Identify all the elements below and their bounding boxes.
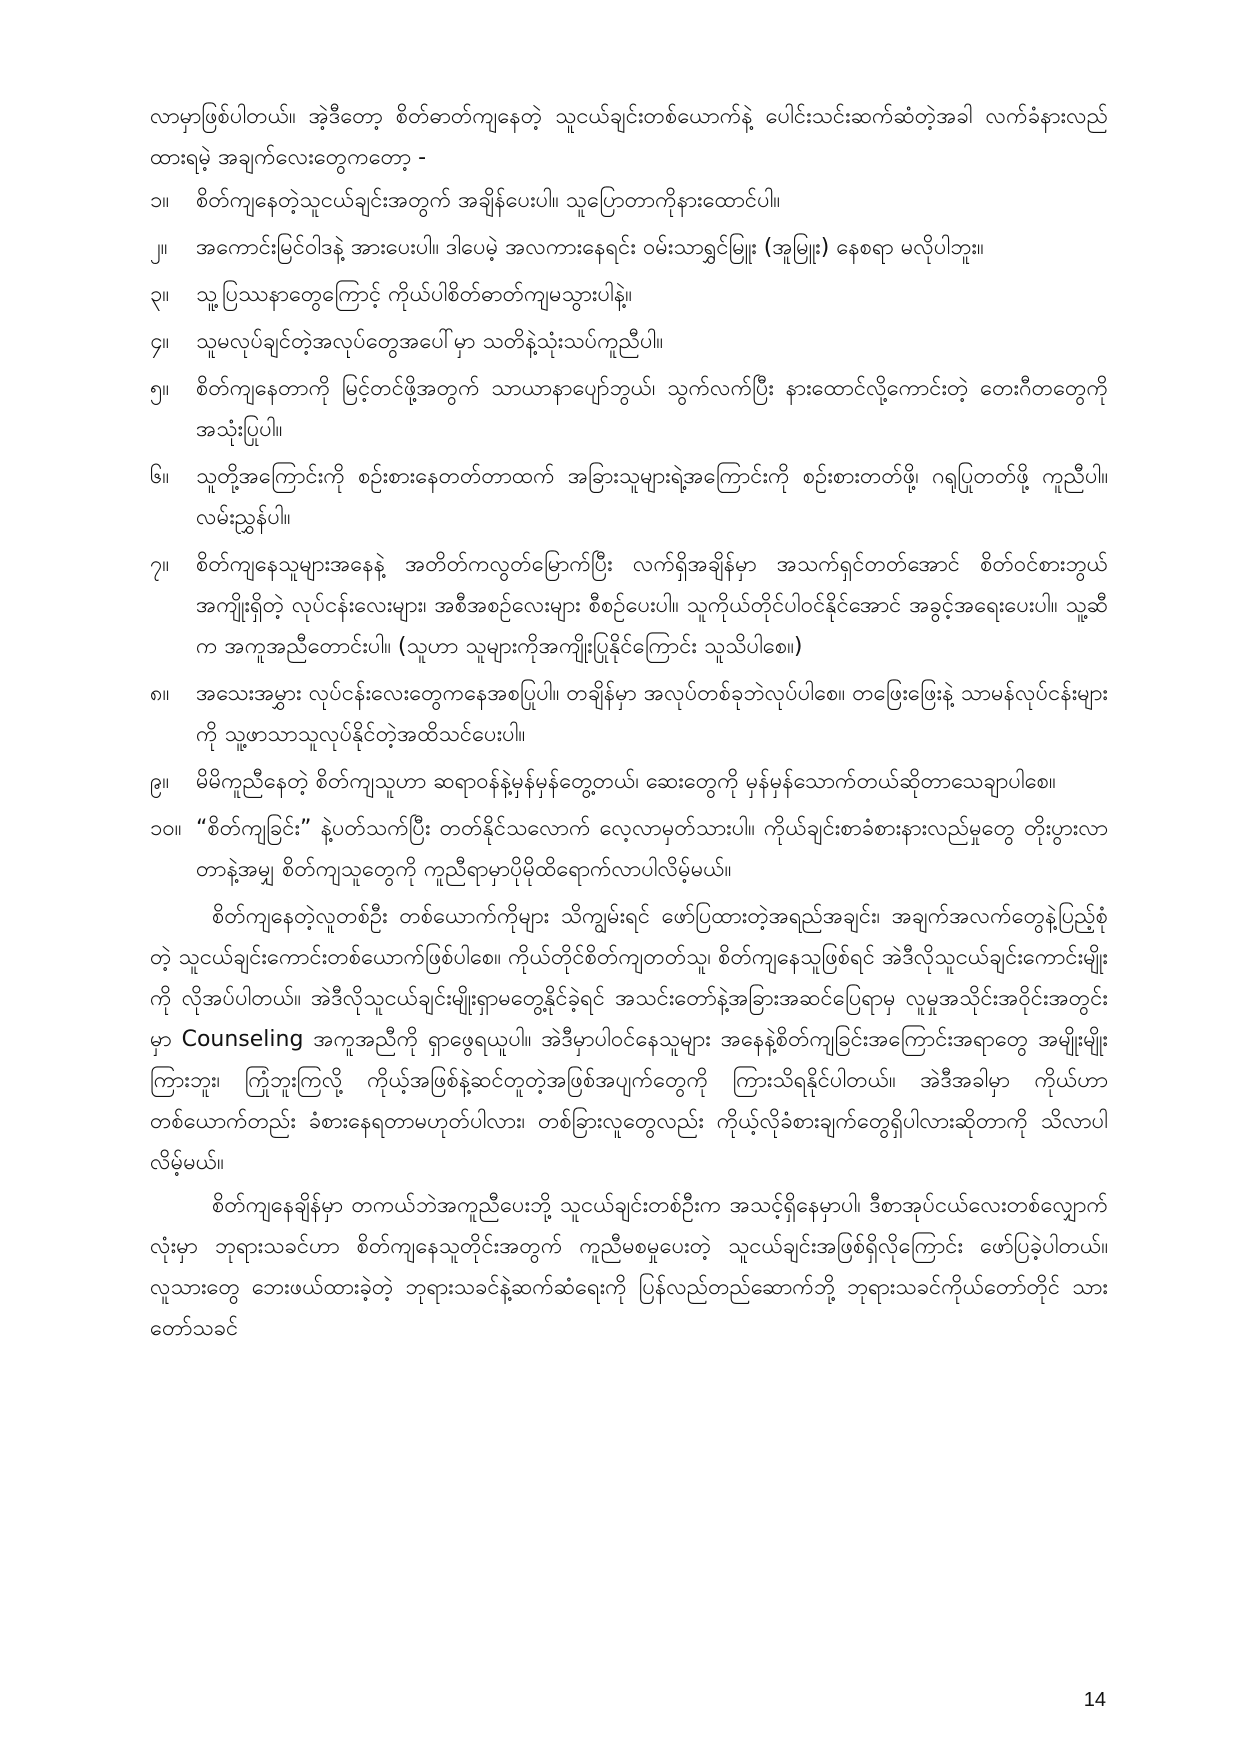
- intro-paragraph: လာမှာဖြစ်ပါတယ်။ အဲ့ဒီတော့ စိတ်ဓာတ်ကျနေတဲ့ သူငယ်ချင်းတစ်ယောက်နဲ့ ပေါင်းသင်းဆက်ဆံတဲ့အခါ လက်ခံနားလည်ထားရမဲ့ အချက်လေးတွေကတော့ -: [150, 104, 1108, 170]
- list-item: [150, 274, 1108, 315]
- list-item-number: ၃။: [150, 282, 170, 307]
- list-item-number: ၉။: [150, 769, 170, 794]
- list-item: [150, 368, 1108, 450]
- numbered-list: [150, 180, 1108, 890]
- list-item: [150, 761, 1108, 802]
- list-item-text: မိမိကူညီနေတဲ့ စိတ်ကျသူဟာ ဆရာဝန်နဲ့မှန်မှန်တွေ့တယ်၊ ဆေးတွေကို မှန်မှန်သောက်တယ်ဆိုတာသေချာပါစေ။: [196, 769, 1056, 794]
- list-item-number: ၁။: [150, 188, 170, 213]
- list-item-text: စိတ်ကျနေတဲ့သူငယ်ချင်းအတွက် အချိန်ပေးပါ။ သူပြောတာကိုနားထောင်ပါ။: [196, 188, 781, 213]
- list-item-number: ၅။: [150, 376, 170, 401]
- body-paragraph: စိတ်ကျနေချိန်မှာ တကယ်ဘဲအကူညီပေးဘို့ သူငယ်ချင်းတစ်ဦးက အသင့်ရှိနေမှာပါ၊ ဒီစာအုပ်ငယ်လေးတစ်လျှောက်လုံးမှာ ဘုရားသခင်ဟာ စိတ်ကျနေသူတိုင်းအတွက် ကူညီမစမှုပေးတဲ့ သူငယ်ချင်းအဖြစ်ရှိလိုကြောင်း ဖော်ပြခဲ့ပါတယ်။ လူသားတွေ ဘေးဖယ်ထားခဲ့တဲ့ ဘုရားသခင်နဲ့ဆက်ဆံရေးကို ပြန်လည်တည်ဆောက်ဘို့ ဘုရားသခင်ကိုယ်တော်တိုင် သားတော်သခင်: [150, 1193, 1108, 1341]
- list-item-text: အသေးအမွှား လုပ်ငန်းလေးတွေကနေအစပြုပါ။ တချိန်မှာ အလုပ်တစ်ခုဘဲလုပ်ပါစေ။ တဖြေးဖြေးနဲ့ သာမန်လုပ်ငန်းများကို သူ့ဖာသာသူလုပ်နိုင်တဲ့အထိသင်ပေးပါ။: [196, 681, 1108, 747]
- list-item-number: ၈။: [150, 681, 170, 706]
- list-item: [150, 456, 1108, 538]
- list-item-number: ၄။: [150, 329, 170, 354]
- list-item-text: သူ့ပြဿနာတွေကြောင့် ကိုယ်ပါစိတ်ဓာတ်ကျမသွားပါနဲ့။: [196, 282, 632, 307]
- text-block: [150, 96, 1108, 1351]
- list-item: [150, 544, 1108, 667]
- page-number: 14: [1083, 1689, 1106, 1711]
- list-item: [150, 321, 1108, 362]
- list-item-number: ၁၀။: [150, 816, 182, 841]
- list-item-number: ၇။: [150, 552, 170, 577]
- list-item: [150, 808, 1108, 890]
- list-item-text: အကောင်းမြင်ဝါဒနဲ့ အားပေးပါ။ ဒါပေမဲ့ အလကားနေရင်း ဝမ်းသာရွှင်မြူး (အူမြူး) နေစရာ မလိုပါဘူး။: [196, 235, 984, 260]
- list-item-text: စိတ်ကျနေသူများအနေနဲ့ အတိတ်ကလွတ်မြောက်ပြီး လက်ရှိအချိန်မှာ အသက်ရှင်တတ်အောင် စိတ်ဝင်စားဘွယ် အကျိုးရှိတဲ့ လုပ်ငန်းလေးများ၊ အစီအစဉ်လေးများ စီစဉ်ပေးပါ။ သူကိုယ်တိုင်ပါဝင်နိုင်အောင် အခွင့်အရေးပေးပါ။ သူ့ဆီက အကူအညီတောင်းပါ။ (သူဟာ သူများကိုအကျိုးပြုနိုင်ကြောင်း သူသိပါစေ။): [196, 552, 1108, 659]
- list-item-text: သူမလုပ်ချင်တဲ့အလုပ်တွေအပေါ်မှာ သတိနဲ့သုံးသပ်ကူညီပါ။: [196, 329, 663, 354]
- body-paragraphs: [150, 896, 1108, 1349]
- list-item-text: “စိတ်ကျခြင်း” နဲ့ပတ်သက်ပြီး တတ်နိုင်သလောက် လေ့လာမှတ်သားပါ။ ကိုယ်ချင်းစာခံစားနားလည်မှုတွေ တိုးပွားလာတာနဲ့အမျှ စိတ်ကျသူတွေကို ကူညီရာမှာပိုမိုထိရောက်လာပါလိမ့်မယ်။: [196, 816, 1108, 882]
- list-item: [150, 673, 1108, 755]
- list-item-number: ၆။: [150, 464, 170, 489]
- body-paragraph: စိတ်ကျနေတဲ့လူတစ်ဦး တစ်ယောက်ကိုများ သိကျွမ်းရင် ဖော်ပြထားတဲ့အရည်အချင်း၊ အချက်အလက်တွေနဲ့ပြည့်စုံတဲ့ သူငယ်ချင်းကောင်းတစ်ယောက်ဖြစ်ပါစေ။ ကိုယ်တိုင်စိတ်ကျတတ်သူ၊ စိတ်ကျနေသူဖြစ်ရင် အဲဒီလိုသူငယ်ချင်းကောင်းမျိုးကို လိုအပ်ပါတယ်။ အဲဒီလိုသူငယ်ချင်းမျိုးရှာမတွေ့နိုင်ခဲ့ရင် အသင်းတော်နဲ့အခြားအဆင်ပြေရာမှ လူမှုအသိုင်းအဝိုင်းအတွင်းမှာ Counseling အကူအညီကို ရှာဖွေရယူပါ။ အဲဒီမှာပါဝင်နေသူများ အနေနဲ့စိတ်ကျခြင်းအကြောင်းအရာတွေ အမျိုးမျိုးကြားဘူး၊ ကြုံဘူးကြလို့ ကိုယ့်အဖြစ်နဲ့ဆင်တူတဲ့အဖြစ်အပျက်တွေကို ကြားသိရနိုင်ပါတယ်။ အဲဒီအခါမှာ ကိုယ်ဟာတစ်ယောက်တည်း ခံစားနေရတာမဟုတ်ပါလား၊ တစ်ခြားလူတွေလည်း ကိုယ့်လိုခံစားချက်တွေရှိပါလားဆိုတာကို သိလာပါလိမ့်မယ်။: [150, 904, 1108, 1175]
- list-item: [150, 227, 1108, 268]
- list-item-text: စိတ်ကျနေတာကို မြင့်တင်ဖို့အတွက် သာယာနာပျော်ဘွယ်၊ သွက်လက်ပြီး နားထောင်လို့ကောင်းတဲ့ တေးဂီတတွေကို အသုံးပြုပါ။: [196, 376, 1108, 442]
- list-item-text: သူတို့အကြောင်းကို စဉ်းစားနေတတ်တာထက် အခြားသူများရဲ့အကြောင်းကို စဉ်းစားတတ်ဖို့၊ ဂရုပြုတတ်ဖို့ ကူညီပါ။ လမ်းညွှန်ပါ။: [196, 464, 1108, 530]
- list-item: [150, 180, 1108, 221]
- list-item-number: ၂။: [150, 235, 168, 260]
